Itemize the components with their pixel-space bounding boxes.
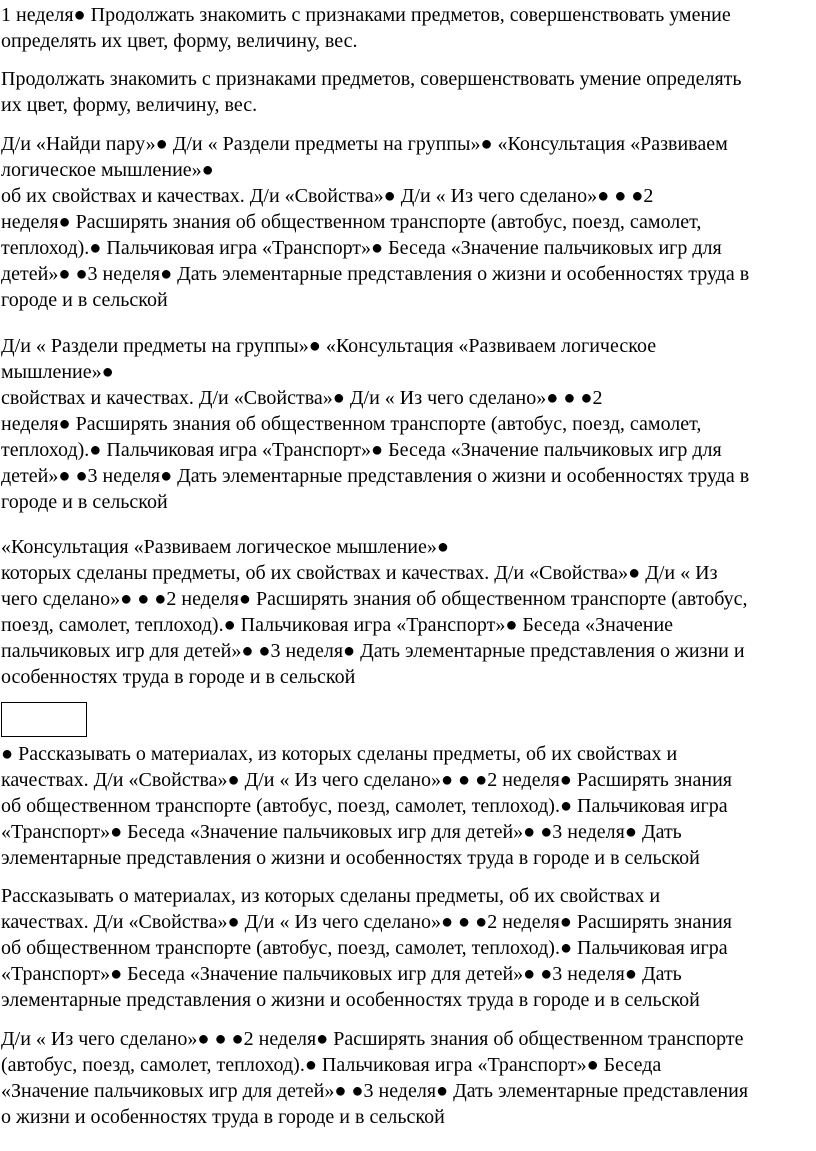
text-line: свойствах и качествах. Д/и «Свойства»● Д/и « Из чего сделано»● ● ●2 [1,387,603,409]
text-line: определять их цвет, форму, величину, вес. [1,30,358,52]
text-line: Рассказывать о материалах, из которых сделаны предметы, об их свойствах и [1,885,661,907]
text-line: их цвет, форму, величину, вес. [1,94,258,116]
text-line: (автобус, поезд, самолет, теплоход).● Пальчиковая игра «Транспорт»● Беседа [1,1054,662,1076]
text-line: которых сделаны предметы, об их свойствах и качествах. Д/и «Свойства»● Д/и « Из [1,562,718,584]
text-line: об их свойствах и качествах. Д/и «Свойства»● Д/и « Из чего сделано»● ● ●2 [1,185,654,207]
text-line: ● Рассказывать о материалах, из которых сделаны предметы, об их свойствах и [1,743,678,765]
text-line: о жизни и особенностях труда в городе и в сельской [1,1106,445,1128]
text-line: «Значение пальчиковых игр для детей»● ●3 неделя● Дать элементарные представления [1,1080,749,1102]
text-line: теплоход).● Пальчиковая игра «Транспорт»● Беседа «Значение пальчиковых игр для [1,237,722,259]
text-line: Д/и « Из чего сделано»● ● ●2 неделя● Расширять знания об общественном транспорте [1,1028,744,1050]
text-line: пальчиковых игр для детей»● ●3 неделя● Дать элементарные представления о жизни и [1,640,745,662]
text-line: детей»● ●3 неделя● Дать элементарные представления о жизни и особенностях труда в [1,263,750,285]
text-line: 1 неделя● Продолжать знакомить с признаками предметов, совершенствовать умение [1,4,731,26]
paragraph-what-is-it-made-of [1,1026,813,1130]
text-line: логическое мышление»● [1,159,214,181]
text-line: теплоход).● Пальчиковая игра «Транспорт»● Беседа «Значение пальчиковых игр для [1,439,722,461]
paragraph-materials-1 [1,741,813,871]
text-line: детей»● ●3 неделя● Дать элементарные представления о жизни и особенностях труда в [1,465,750,487]
text-line: неделя● Расширять знания об общественном транспорте (автобус, поезд, самолет, [1,413,702,435]
paragraph-consultation [1,534,813,690]
text-line: Продолжать знакомить с признаками предметов, совершенствовать умение определять [1,68,742,90]
text-line: неделя● Расширять знания об общественном транспорте (автобус, поезд, самолет, [1,211,702,233]
text-line: «Транспорт»● Беседа «Значение пальчиковых игр для детей»● ●3 неделя● Дать [1,963,682,985]
paragraph-goal [1,66,813,118]
text-line: качествах. Д/и «Свойства»● Д/и « Из чего сделано»● ● ●2 неделя● Расширять знания [1,911,732,933]
text-line: мышление»● [1,361,114,383]
text-line: элементарные представления о жизни и особенностях труда в городе и в сельской [1,847,700,869]
text-line: Д/и «Найди пару»● Д/и « Раздели предметы на группы»● «Консультация «Развиваем [1,133,728,155]
text-line: городе и в сельской [1,289,168,311]
text-line: «Консультация «Развиваем логическое мышление»● [1,536,449,558]
text-line: об общественном транспорте (автобус, поезд, самолет, теплоход).● Пальчиковая игра [1,795,728,817]
paragraph-materials-2 [1,883,813,1013]
paragraph-games-list-1 [1,131,813,313]
text-line: чего сделано»● ● ●2 неделя● Расширять знания об общественном транспорте (автобус, [1,588,748,610]
text-line: городе и в сельской [1,491,168,513]
text-line: «Транспорт»● Беседа «Значение пальчиковых игр для детей»● ●3 неделя● Дать [1,821,682,843]
text-line: элементарные представления о жизни и особенностях труда в городе и в сельской [1,989,700,1011]
text-line: поезд, самолет, теплоход).● Пальчиковая игра «Транспорт»● Беседа «Значение [1,614,674,636]
paragraph-games-list-2 [1,333,813,515]
text-line: об общественном транспорте (автобус, поезд, самолет, теплоход).● Пальчиковая игра [1,937,728,959]
empty-table-cell [1,702,87,737]
paragraph-week-1-intro [1,2,813,54]
text-line: Д/и « Раздели предметы на группы»● «Консультация «Развиваем логическое [1,335,657,357]
text-line: качествах. Д/и «Свойства»● Д/и « Из чего сделано»● ● ●2 неделя● Расширять знания [1,769,732,791]
text-line: особенностях труда в городе и в сельской [1,666,356,688]
